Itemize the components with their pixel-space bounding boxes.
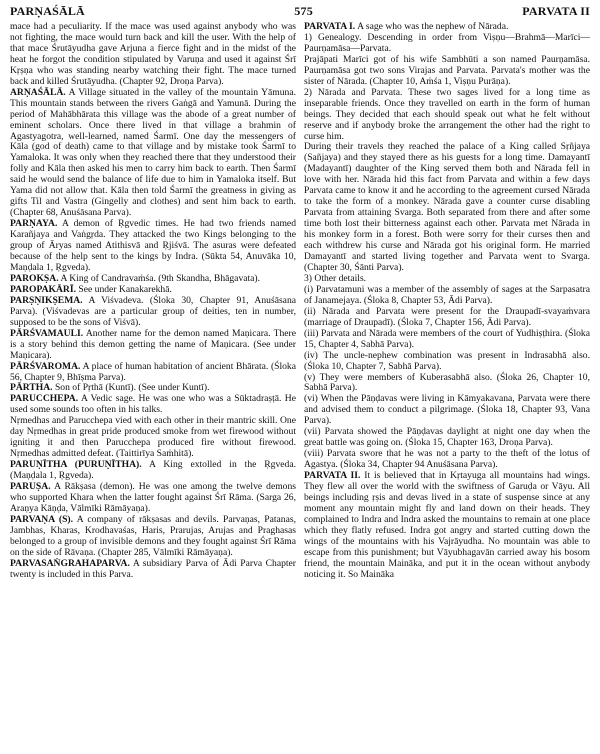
dictionary-entry <box>304 373 590 395</box>
entry-text: A Viśvadeva. (Śloka 30, Chapter 91, Anuśāsana Parva). (Viśvadevas are a particular group of deities, ten in number, supposed to be the sons of Viśvā). <box>10 294 296 328</box>
entry-headword: PARVATA II. <box>304 470 361 482</box>
entry-text: (i) Parvatamuni was a member of the assembly of sages at the Sarpasatra of Janamejaya. (Śloka 8, Chapter 53, Ādi Parva). <box>304 283 590 306</box>
entry-headword: PARUṆĪTHA (PURUṆĪTHA). <box>10 459 142 471</box>
entry-text: Son of Pṛthā (Kuntī). (See under Kuntī). <box>52 382 210 394</box>
entry-headword: PAROPAKĀRĪ. <box>10 283 76 295</box>
dictionary-entry <box>10 482 296 515</box>
entry-headword: PARUṢA. <box>10 481 51 493</box>
entry-text: A King of Candravaṁśa. (9th Skandha, Bhāgavata). <box>58 272 261 284</box>
left-column <box>10 22 296 581</box>
entry-text: (iv) The uncle-nephew combination was present in Indrasabhā also. (Śloka 10, Chapter 7, Sabhā Parva). <box>304 349 590 372</box>
entry-headword: PAROKṢA. <box>10 272 59 284</box>
entry-text: (vi) When the Pāṇḍavas were living in Kāmyakavana, Parvata were there and advised them to conduct a pilgrimage. (Śloka 18, Chapter 93, Vana Parva). <box>304 393 590 427</box>
dictionary-entry <box>10 394 296 416</box>
entry-text: 3) Other details. <box>304 272 367 284</box>
dictionary-entry <box>304 427 590 449</box>
dictionary-entry <box>10 362 296 384</box>
entry-text: (v) They were members of Kuberasabhā also. (Śloka 26, Chapter 10, Sabhā Parva). <box>304 371 590 394</box>
entry-headword: PARUCCHEPA. <box>10 393 79 405</box>
entry-text: (ii) Nārada and Parvata were present for the Draupadī-svayaṁvara (marriage of Draupadī). (Śloka 7, Chapter 156, Ādi Parva). <box>304 305 590 328</box>
entry-text: See under Kanakarekhā. <box>76 283 172 295</box>
dictionary-entry <box>304 33 590 55</box>
running-head-left: PARṆAŚĀLĀ <box>10 4 85 18</box>
entry-text: A company of rākṣasas and devils. Parvaṇas, Patanas, Jambhas, Kharas, Krodhavaśas, Haris, Prarujas, Arujas and Praghasas belonged to a group of invisible demons and they fought against Śrī Rāma on the side of Rāvaṇa. (Chapter 285, Vālmīki Rāmāyaṇa). <box>10 513 296 558</box>
dictionary-entry <box>304 88 590 143</box>
entry-text: A Rākṣasa (demon). He was one among the twelve demons who supported Khara when the latter fought against Śrī Rāma. (Sarga 26, Araṇya Kāṇḍa, Vālmīki Rāmāyaṇa). <box>10 481 296 514</box>
entry-text: During their travels they reached the palace of a King called Sṛñjaya (Sañjaya) and they stayed there as his guests for a long time. Damayantī (Madayantī) daughter of the King served them both and Nārada fell in love with her. Nārada hid this fact from Parvata and within a few days Parvata came to know it and he according to the agreement cursed Nārada to take the form of a monkey. Nārada gave a counter curse disabling Parvata from attaining Svarga. Both separated from there and after some time both lost their bitterness against each other. Parvata met Nārada in his monkey form in a forest. Both were sorry for their curses then and each withdrew his curse and Nārada got his original form. He married Damayantī and started living together and Parvata went to Svarga. (Chapter 30, Śānti Parva). <box>304 141 590 273</box>
entry-text: Another name for the demon named Maṇicara. There is a story behind this demon getting the name of Maṇicara. (See under Maṇicara). <box>10 327 296 361</box>
dictionary-entry <box>304 394 590 427</box>
entry-headword: PARṆAYA. <box>10 218 58 230</box>
entry-text: A sage who was the nephew of Nārada. <box>355 21 509 32</box>
entry-headword: PARṢṆIKṢEMA. <box>10 294 83 306</box>
dictionary-entry <box>304 471 590 581</box>
entry-text: A Vedic sage. He was one who was a Sūktadraṣṭā. He used some sounds too often in his talks. <box>10 393 296 416</box>
entry-text: A place of human habitation of ancient Bhārata. (Śloka 56, Chapter 9, Bhīṣma Parva). <box>10 360 296 383</box>
entry-text: A demon of Ṛgvedic times. He had two friends named Karañjaya and Vaṅgṛda. They attacked the two Kings belonging to the group of Āryas named Atithisvā and Ṛjiśvā. The asuras were defeated because of the help sent to the kings by Indra. (Sūkta 54, Anuvāka 10, Maṇḍala 1, Ṛgveda). <box>10 218 296 273</box>
dictionary-entry <box>10 329 296 362</box>
dictionary-entry <box>304 55 590 88</box>
entry-headword: PĀRTHA. <box>10 382 53 394</box>
entry-text: It is believed that in Kṛtayuga all mountains had wings. They flew all over the world with the swiftness of Garuḍa or Vāyu. All beings including ṛṣis and devas lived in a state of suspense since at any moment any mountain might fly and land down on their heads. They complained to Indra and Indra asked the mountains to remain at one place which they flatly refused. Indra got angry and started cutting down the wings of the mountains with his Vajrāyudha. No mountain was able to escape from this punishment; but Vāyubhagavān carried away his bosom friend, the mountain Maināka, and put it in the ocean without anybody noticing it. So Maināka <box>304 470 590 580</box>
dictionary-entry <box>10 515 296 559</box>
entry-text: (vii) Parvata showed the Pāṇḍavas daylight at night one day when the great battle was going on. (Śloka 15, Chapter 163, Droṇa Parva). <box>304 426 590 449</box>
running-head-right: PARVATA II <box>522 4 590 18</box>
entry-text: A Village situated in the valley of the mountain Yāmuna. This mountain stands between the rivers Gaṅgā and Yamunā. During the period of Mahābhārata this village was the abode of a great number of eminent scholars. Once there lived in that village a brahmin of Agastyagotra, well-learned, named Śarmī. One day the messengers of Kāla (god of death) came to that village and by mistake took Śarmī to Yamaloka. It was only when they reached there that they understood their folly and Kāla then asked his men to carry him back to earth. Then Śarmī said he would send the balance of life due to him in Yamaloka itself. But Yama did not allow that. Kāla then told Śarmī the greatness in giving as gifts Til and Vastra (Gingelly and clothes) and sent him back to earth. (Chapter 68, Anuśāsana Parva). <box>10 86 296 219</box>
entry-headword: ARṆAŚĀLĀ. <box>10 86 66 98</box>
entry-text: (iii) Parvata and Nārada were members of the court of Yudhiṣṭhira. (Śloka 15, Chapter 4, Sabhā Parva). <box>304 327 590 350</box>
entry-text: 1) Genealogy. Descending in order from Viṣṇu—Brahmā—Marīci—Paurṇamāsa—Parvata. <box>304 31 590 54</box>
entry-text: A King extolled in the Ṛgveda. (Maṇḍala 1, Ṛgveda). <box>10 459 296 482</box>
dictionary-entry <box>10 22 296 88</box>
dictionary-entry <box>304 285 590 307</box>
entry-headword: PARVATA I. <box>304 21 356 32</box>
entry-text: Nṛmedhas and Parucchepa vied with each other in their mantric skill. One day Nṛmedhas in great pride produced smoke from wet firewood without igniting it and then Parucchepa produced fire without firewood. Nṛmedhas admitted defeat. (Taittirīya Saṁhitā). <box>10 415 296 460</box>
dictionary-entry <box>10 559 296 581</box>
entry-headword: PĀRŚVAMAULI. <box>10 327 84 339</box>
right-column <box>304 22 590 581</box>
dictionary-entry <box>304 142 590 273</box>
dictionary-entry <box>10 460 296 482</box>
entry-text: 2) Nārada and Parvata. These two sages lived for a long time as inseparable friends. Once they travelled on earth in the form of human beings. They decided that each should speak out what he felt without reserve and if anybody broke the arrangement the other had the right to curse him. <box>304 86 590 142</box>
entry-headword: PARVAṆA (S). <box>10 513 73 525</box>
entry-headword: PĀRŚVAROMA. <box>10 360 81 372</box>
dictionary-entry <box>304 449 590 471</box>
dictionary-entry <box>10 296 296 329</box>
dictionary-entry <box>10 88 296 219</box>
entry-headword: PARVASAṄGRAHAPARVA. <box>10 557 130 569</box>
dictionary-entry <box>304 351 590 373</box>
entry-text: Prajāpati Marīci got of his wife Sambhūti a son named Paurṇamāsa. Paurṇamāsa got two sons Virajas and Parvata. Parvata's mother was the sister of Nārada. (Chapter 10, Aṁśa 1, Viṣṇu Purāṇa). <box>304 53 590 87</box>
text-columns <box>10 22 590 581</box>
entry-text: mace had a peculiarity. If the mace was used against anybody who was not fighting, the mace would turn back and kill the user. With the help of that mace Śrutāyudha gave Arjuna a fierce fight and in the midst of the heat he forgot the condition stipulated by Varuṇa and used it against Śrī Kṛṣṇa who was standing nearby watching their fight. The mace turned back and killed Śrutāyudha. (Chapter 92, Droṇa Parva). <box>10 21 296 87</box>
page-header <box>10 4 590 18</box>
entry-text: A subsidiary Parva of Ādi Parva Chapter twenty is included in this Parva. <box>10 557 296 580</box>
dictionary-entry <box>304 329 590 351</box>
page-number: 575 <box>294 4 313 18</box>
entry-text: (viii) Parvata swore that he was not a party to the theft of the lotus of Agastya. (Śloka 34, Chapter 94 Anuśāsana Parva). <box>304 448 590 471</box>
dictionary-entry <box>304 307 590 329</box>
dictionary-entry <box>10 416 296 460</box>
dictionary-entry <box>10 219 296 274</box>
